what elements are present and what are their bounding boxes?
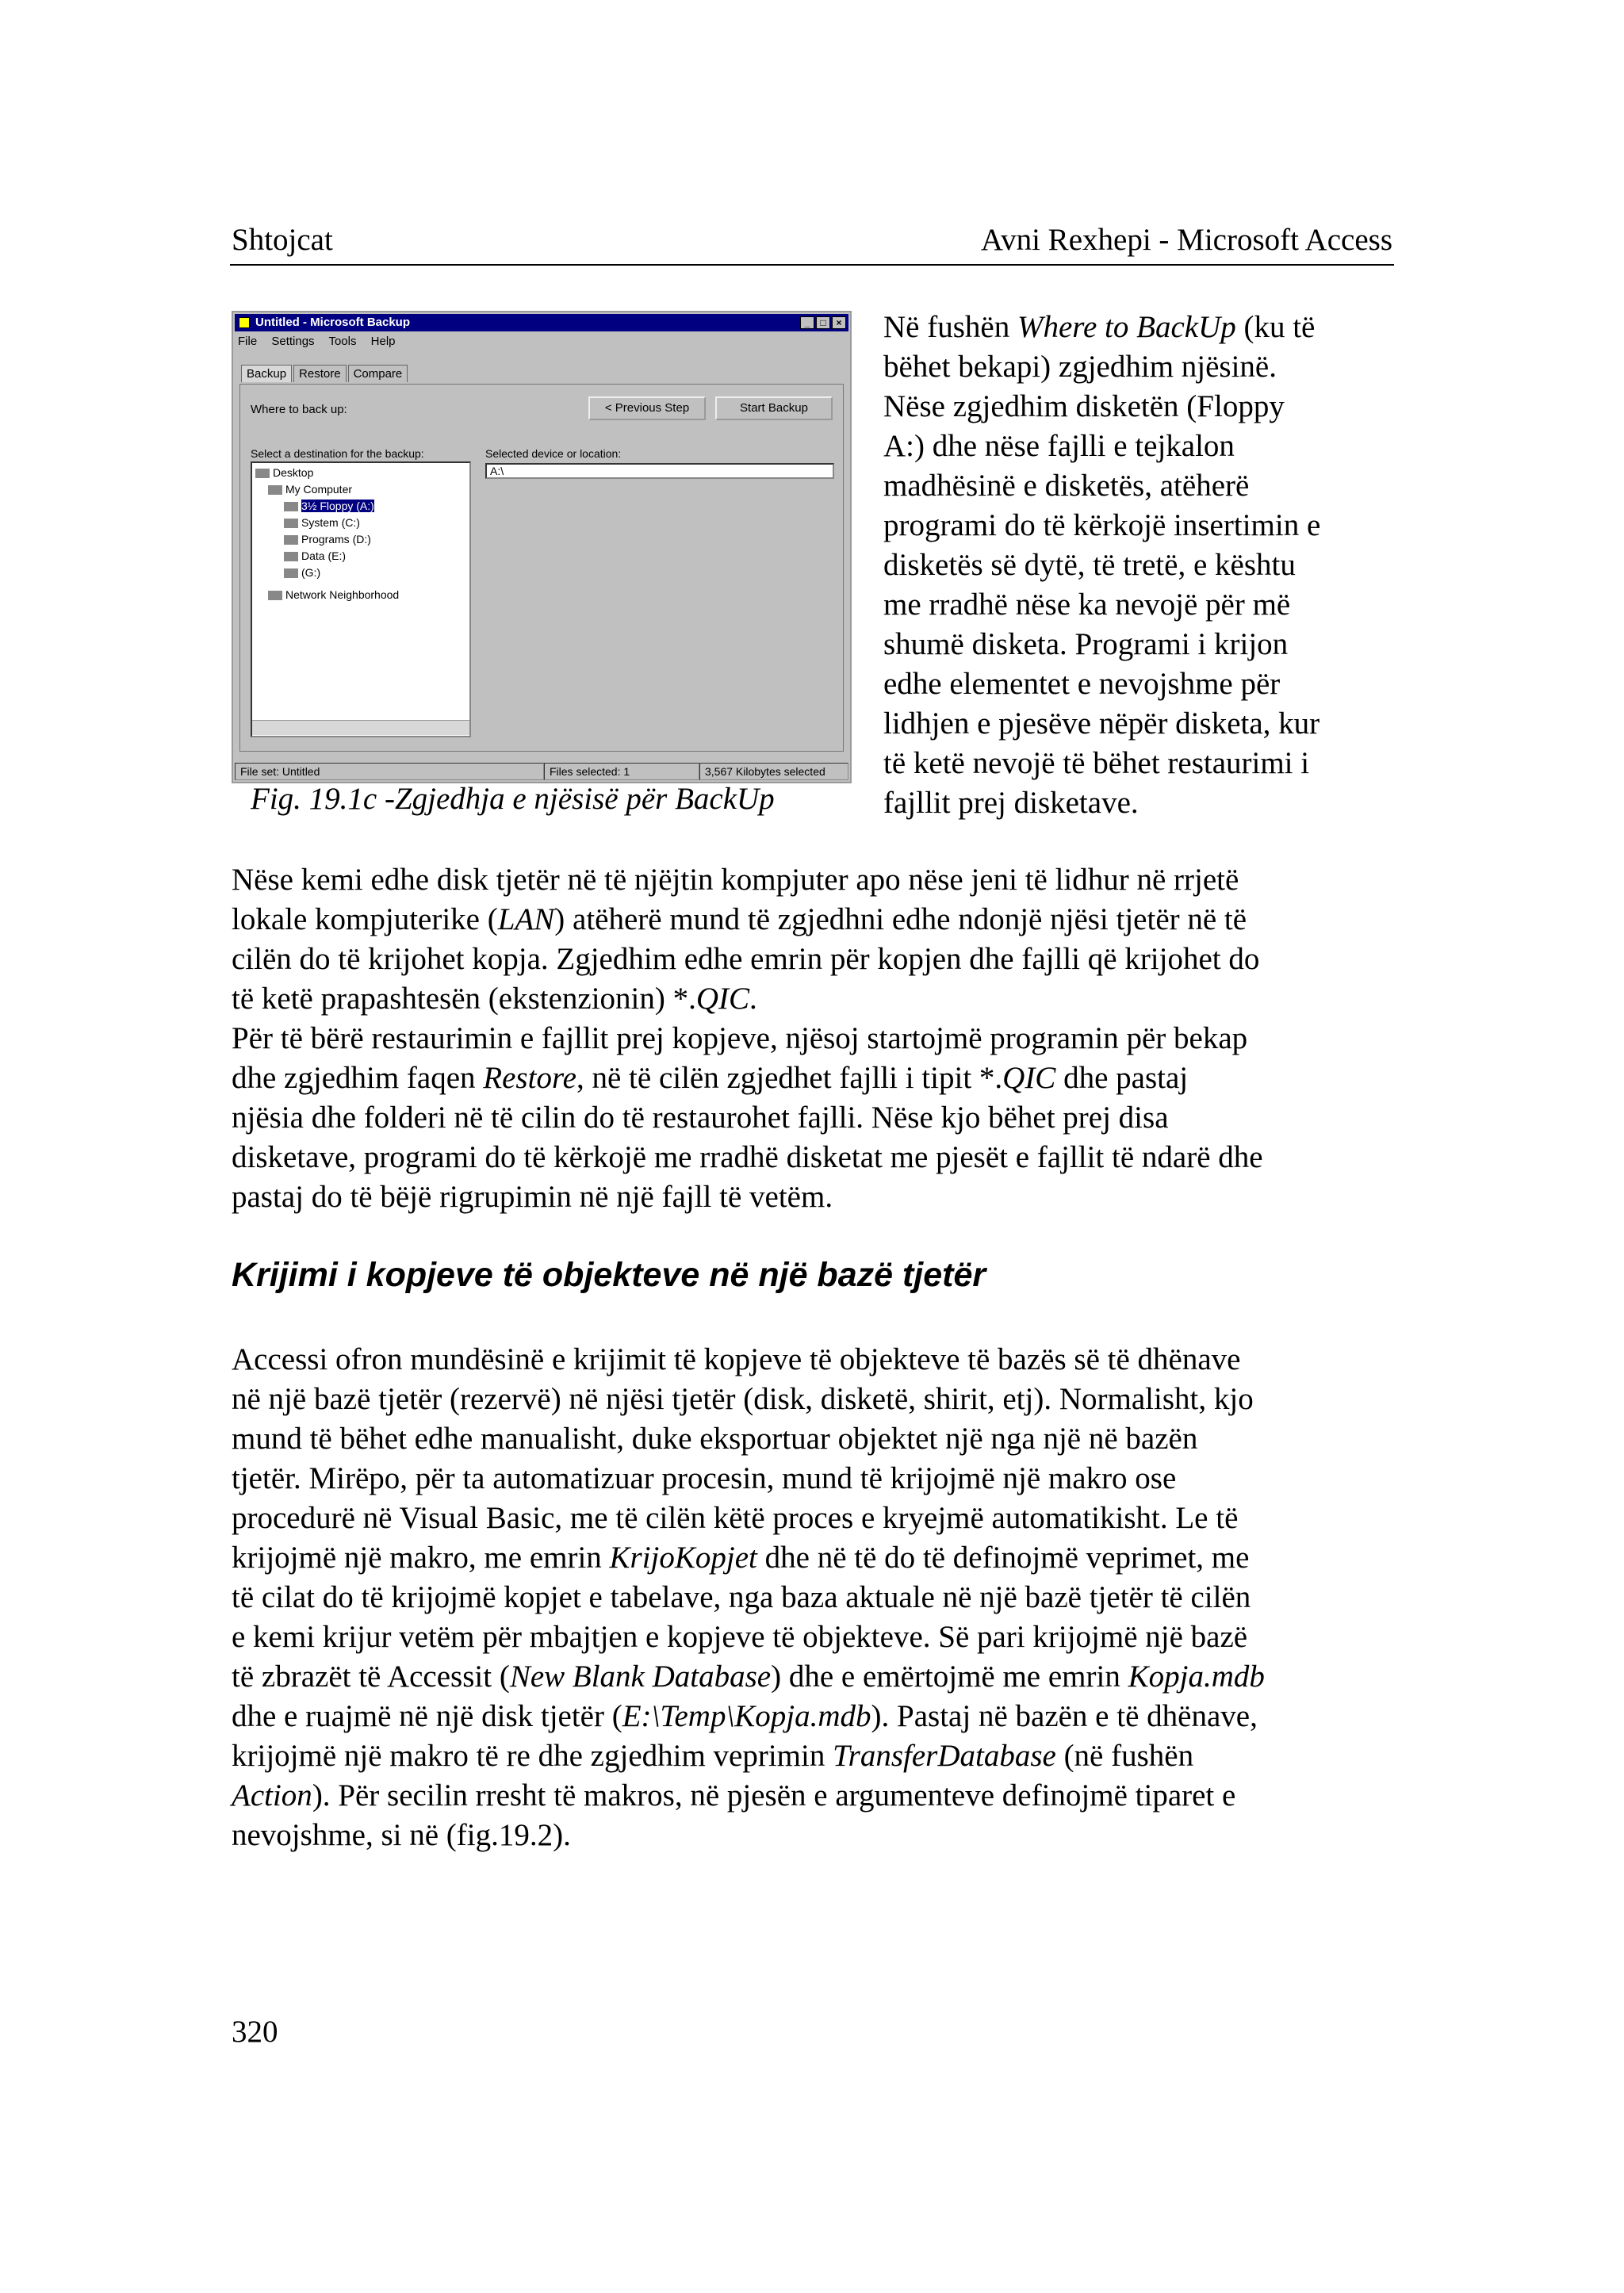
window-titlebar [235,314,848,331]
tree-item-g[interactable]: (G:) [284,566,320,579]
menu-tools[interactable]: Tools [328,335,357,348]
running-header-left: Shtojcat [232,223,333,257]
tab-strip [241,365,409,382]
tree-item-data[interactable]: Data (E:) [284,549,346,562]
minimize-icon[interactable]: _ [800,316,814,329]
paragraph-2: Për të bërë restaurimin e fajllit prej kopjeve, njësoj startojmë programin për bekap dhe zgjedhim faqen Restore, në të cilën zgjedhet fajlli i tipit *.QIC dhe pastaj njësia dhe folderi në të cilin do të restaurohet fajlli. Nëse kjo bëhet prej disa disketave, programi do të kërkojë me rradhë disketat me pjesët e fajllit të ndarë dhe pastaj do të bëjë rigrupimin në një fajll të vetëm. [232,1021,1263,1214]
destination-tree[interactable] [251,461,471,737]
selected-location-field[interactable]: A:\ [485,463,834,479]
figure-caption: Fig. 19.1c -Zgjedhja e njësisë për BackUp [251,782,775,816]
tree-item-system[interactable]: System (C:) [284,516,360,529]
tree-item-network[interactable]: Network Neighborhood [268,588,399,601]
tab-compare[interactable]: Compare [348,365,408,382]
menu-help[interactable]: Help [370,335,396,348]
page-number: 320 [232,2015,278,2049]
paragraph-3: Accessi ofron mundësinë e krijimit të kopjeve të objekteve të bazës së të dhënave në një bazë tjetër (rezervë) në njësi tjetër (disk, disketë, shirit, etj). Normalisht, kjo mund të bëhet edhe manualisht, duke eksportuar objektet një nga një në bazën tjetër. Mirëpo, për ta automatizuar procesin, mund të krijojmë një makro ose procedurë në Visual Basic, me të cilën këtë proces e kryejmë automatikisht. Le të krijojmë një makro, me emrin KrijoKopjet dhe në të do të definojmë veprimet, me të cilat do të krijojmë kopjet e tabelave, nga baza aktuale në një bazë tjetër të cilën e kemi krijur vetëm për mbajtjen e kopjeve të objekteve. Së pari krijojmë një bazë të zbrazët të Accessit (New Blank Database) dhe e emërtojmë me emrin Kopja.mdb dhe e ruajmë në një disk tjetër (E:\Temp\Kopja.mdb). Pastaj në bazën e të dhënave, krijojmë një makro të re dhe zgjedhim veprimin TransferDatabase (në fushën Action). Për secilin rresht të makros, në pjesën e argumenteve definojmë tiparet e nevojshme, si në (fig.19.2). [232,1342,1265,1852]
drive-icon [284,535,298,545]
tree-item-desktop[interactable]: Desktop [255,466,313,479]
section-heading: Krijimi i kopjeve të objekteve në një bazë tjetër [232,1256,986,1294]
network-icon [268,591,282,600]
tab-backup[interactable]: Backup [241,365,292,382]
close-icon[interactable]: × [832,316,846,329]
side-paragraph: Në fushën Where to BackUp (ku të bëhet bekapi) zgjedhim njësinë. Nëse zgjedhim disketën (Floppy A:) dhe nëse fajlli e tejkalon madhësinë e disketës, atëherë programi do të kërkojë insertimin e disketës së dytë, të tretë, e kështu me rradhë nëse ka nevojë për më shumë disketa. Programi i krijon edhe elementet e nevojshme për lidhjen e pjesëve nëpër disketa, kur të ketë nevojë të bëhet restaurimi i fajllit prej disketave. [883,310,1321,820]
status-kilobytes: 3,567 Kilobytes selected [699,763,848,780]
start-backup-button[interactable]: Start Backup [715,396,833,420]
backup-window-figure [232,311,852,783]
tab-restore[interactable]: Restore [293,365,347,382]
drive-icon [284,519,298,528]
maximize-icon[interactable]: □ [816,316,830,329]
header-rule [230,264,1394,266]
selected-location-label: Selected device or location: [485,447,622,460]
floppy-drive-icon [284,502,298,511]
app-icon [239,317,250,328]
destination-label: Select a destination for the backup: [251,447,424,460]
status-bar [235,763,848,780]
tree-item-floppy[interactable]: 3½ Floppy (A:) [284,500,374,512]
status-file-set: File set: Untitled [235,763,544,780]
computer-icon [268,485,282,495]
previous-step-button[interactable]: < Previous Step [588,396,706,420]
tree-horizontal-scrollbar[interactable] [252,720,469,735]
menu-file[interactable]: File [238,335,258,348]
where-label: Where to back up: [251,403,347,416]
menu-bar [238,335,407,348]
window-title: Untitled - Microsoft Backup [255,316,411,329]
running-header-right: Avni Rexhepi - Microsoft Access [980,223,1392,257]
paragraph-1: Nëse kemi edhe disk tjetër në të njëjtin kompjuter apo nëse jeni të lidhur në rrjetë lokale kompjuterike (LAN) atëherë mund të zgjedhni edhe ndonjë njësi tjetër në të cilën do të krijohet kopja. Zgjedhim edhe emrin për kopjen dhe fajlli që krijohet do të ketë prapashtesën (ekstenzionin) *.QIC. [232,863,1260,1016]
tree-item-my-computer[interactable]: My Computer [268,483,352,496]
status-files-selected: Files selected: 1 [544,763,699,780]
tree-item-programs[interactable]: Programs (D:) [284,533,371,545]
network-drive-icon [284,568,298,578]
drive-icon [284,552,298,561]
desktop-icon [255,469,270,478]
menu-settings[interactable]: Settings [271,335,315,348]
